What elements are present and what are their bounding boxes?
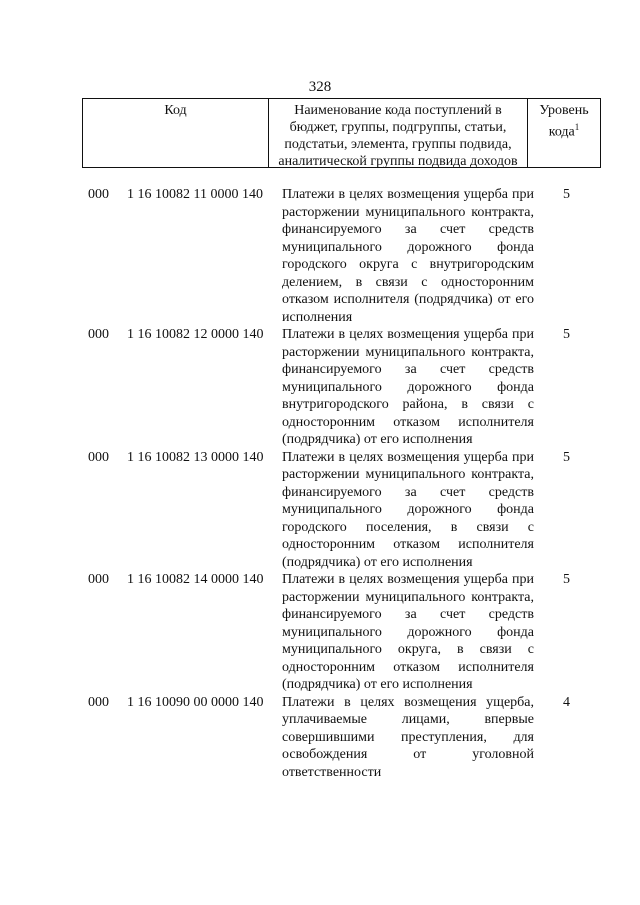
- code-level: 5: [563, 187, 570, 202]
- code-level: 5: [563, 572, 570, 587]
- admin-code: 000: [88, 694, 109, 710]
- revenue-code: 1 16 10082 14 0000 140: [127, 572, 264, 587]
- table-row: [0, 326, 640, 449]
- admin-code: 000: [88, 327, 109, 342]
- header-level: [528, 99, 600, 167]
- header-name: Наименование кода поступлений в бюджет, группы, подгруппы, статьи, подстатьи, элемента, группы подвида, аналитической группы подвида доходов: [269, 99, 528, 167]
- revenue-code: 1 16 10090 00 0000 140: [127, 694, 264, 710]
- revenue-name: Платежи в целях возмещения ущерба при расторжении муниципального контракта, финансируемого за счет средств муниципального дорожного фонда муниципального округа, в связи с односторонним отказом исполнителя (подрядчика) от его исполнения: [282, 572, 534, 692]
- admin-code: 000: [88, 572, 109, 587]
- table-row: [0, 571, 640, 694]
- table-row: [0, 449, 640, 572]
- admin-code: 000: [88, 449, 109, 465]
- revenue-name: Платежи в целях возмещения ущерба при расторжении муниципального контракта, финансируемого за счет средств муниципального дорожного фонда городского округа с внутригородским делением, в связи с односторонним отказом исполнителя (подрядчика) от его исполнения: [282, 187, 534, 325]
- revenue-name: Платежи в целях возмещения ущерба при расторжении муниципального контракта, финансируемого за счет средств муниципального дорожного фонда городского поселения, в связи с односторонним отказом исполнителя (подрядчика) от его исполнения: [282, 449, 534, 570]
- revenue-name: Платежи в целях возмещения ущерба при расторжении муниципального контракта, финансируемого за счет средств муниципального дорожного фонда внутригородского района, в связи с односторонним отказом исполнителя (подрядчика) от его исполнения: [282, 327, 534, 447]
- page-number: 328: [308, 79, 332, 95]
- table-body: [0, 186, 640, 781]
- revenue-code: 1 16 10082 12 0000 140: [127, 327, 264, 342]
- table-row: [0, 694, 640, 782]
- revenue-name: Платежи в целях возмещения ущерба, уплачиваемые лицами, впервые совершившими преступления, для освобождения от уголовной ответственности: [282, 694, 534, 780]
- header-level-footnote: 1: [574, 122, 580, 132]
- table-header: [82, 98, 601, 168]
- revenue-code: 1 16 10082 11 0000 140: [127, 187, 263, 202]
- admin-code: 000: [88, 187, 109, 202]
- code-level: 4: [563, 694, 570, 710]
- revenue-code: 1 16 10082 13 0000 140: [127, 449, 264, 465]
- code-level: 5: [563, 449, 570, 465]
- table-row: [0, 186, 640, 326]
- header-code: Код: [83, 99, 269, 167]
- code-level: 5: [563, 327, 570, 342]
- header-level-label: Уровень кода: [539, 103, 589, 140]
